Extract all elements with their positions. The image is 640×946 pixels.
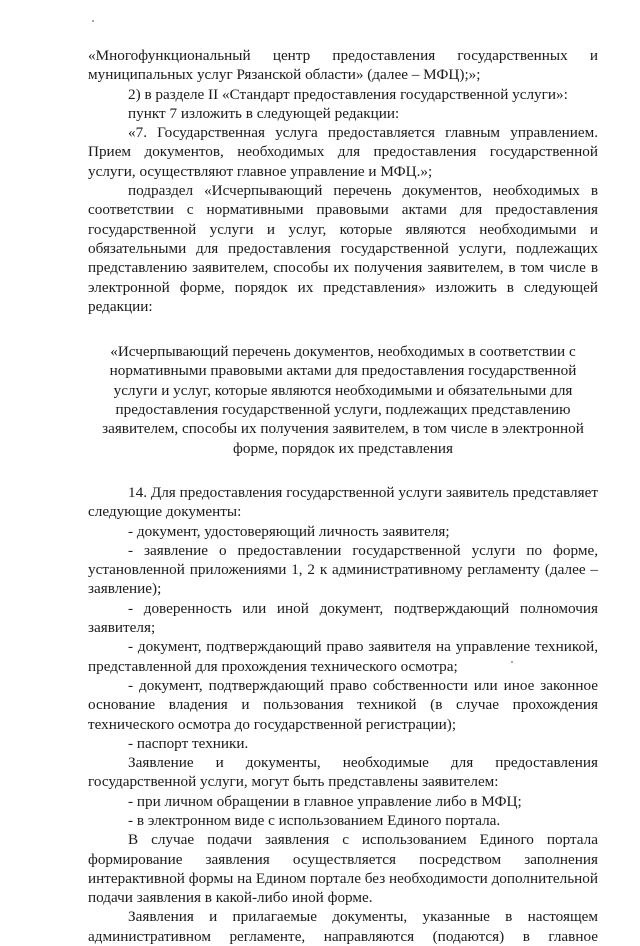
- list-item-electronic: - в электронном виде с использованием Единого портала.: [128, 811, 501, 829]
- list-item-in-person: - при личном обращении в главное управление либо в МФЦ;: [128, 792, 522, 810]
- list-item-vehicle-passport: - паспорт техники.: [128, 734, 249, 752]
- list-item-identity-document: - документ, удостоверяющий личность заявителя;: [128, 522, 450, 540]
- paragraph-section-ii: 2) в разделе II «Стандарт предоставления государственной услуги»:: [128, 85, 568, 103]
- paragraph-subsection-intro: подраздел «Исчерпывающий перечень документов, необходимых в соответствии с нормативными правовыми актами для предоставления государственной услуги и услуг, которые являются необходимыми и обязательными для предоставления государственной услуги, подлежащих представлению заявителем, способы их получения заявителем, в том числе в электронной форме, порядок их представления» изложить в следующей редакции:: [88, 182, 598, 315]
- spacer: [88, 316, 598, 342]
- subsection-heading: «Исчерпывающий перечень документов, необходимых в соответствии с нормативными правовыми актами для предоставления государственной услуги и услуг, которые являются необходимыми и обязательными для предоставления государственной услуги, подлежащих представлению заявителем, способы их получения заявителем, в том числе в электронной форме, порядок их представления: [102, 343, 584, 457]
- paragraph-item-7-text: «7. Государственная услуга предоставляется главным управлением. Прием документов, необходимых для предоставления государственной услуги, осуществляют главное управление и МФЦ.»;: [88, 124, 598, 180]
- paragraph-documents-sent: Заявления и прилагаемые документы, указанные в настоящем административном регламенте, направляются (подаются) в главное: [88, 908, 598, 945]
- paragraph-item-14: 14. Для предоставления государственной услуги заявитель представляет следующие документы:: [88, 483, 598, 521]
- document-page: [88, 46, 598, 946]
- list-item-power-of-attorney: - доверенность или иной документ, подтверждающий полномочия заявителя;: [88, 599, 598, 637]
- list-item-application: - заявление о предоставлении государственной услуги по форме, установленной приложениями 1, 2 к административному регламенту (далее – заявление);: [88, 541, 598, 598]
- paragraph-portal-submission: В случае подачи заявления с использованием Единого портала формирование заявления осуществляется посредством заполнения интерактивной формы на Едином портале без необходимости дополнительной подачи заявления в какой-либо иной форме.: [88, 831, 598, 907]
- list-item-ownership-document: - документ, подтверждающий право собственности или иное законное основание владения и пользования техникой (в случае прохождения технического осмотра до государственной регистрации);: [88, 676, 598, 733]
- paragraph-mfc-definition: «Многофункциональный центр предоставления государственных и муниципальных услуг Рязанской области» (далее – МФЦ);»;: [88, 47, 598, 84]
- spacer: [88, 458, 598, 483]
- list-item-driving-right: - документ, подтверждающий право заявителя на управление техникой, представленной для прохождения технического осмотра;: [88, 638, 598, 675]
- paragraph-item-7-intro: пункт 7 изложить в следующей редакции:: [128, 104, 400, 122]
- scan-dot-mark: [92, 20, 94, 22]
- paragraph-submission-methods: Заявление и документы, необходимые для предоставления государственной услуги, могут быть представлены заявителем:: [88, 754, 598, 791]
